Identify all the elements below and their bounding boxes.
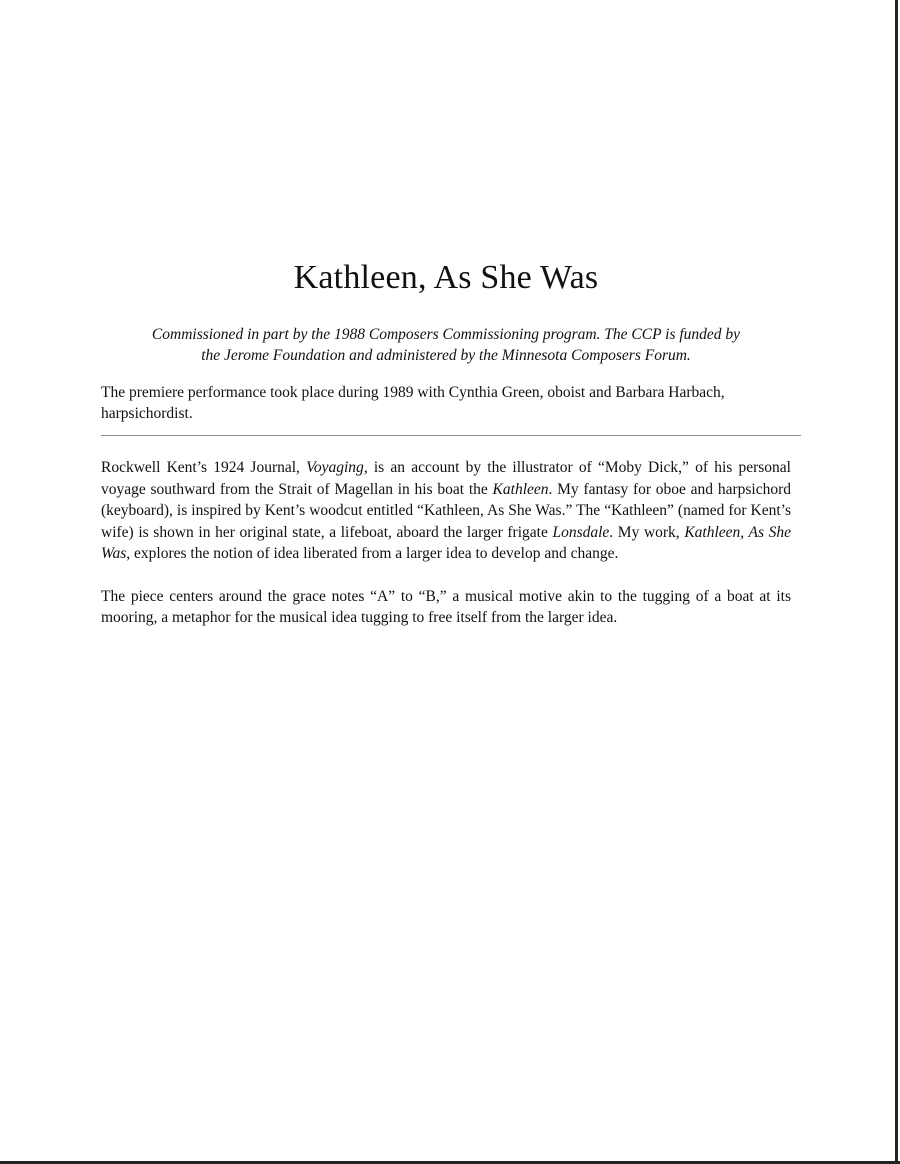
p1-text-3: . My fantasy for oboe and harpsichord (keyboard), is inspired by Kent’s woodcut entitled “Kathleen, As She Was.” The “Kathleen” (named for Kent’s wife) is shown in her original state, a lifeboat, aboard the larger frigate: [101, 480, 791, 541]
p1-text-5: , explores the notion of idea liberated from a larger idea to develop and change.: [126, 545, 619, 562]
p1-italic-kathleen: Kathleen: [492, 480, 549, 498]
p1-italic-work-title: Kathleen, As She Was: [101, 523, 791, 562]
commission-line-2: the Jerome Foundation and administered by the Minnesota Composers Forum.: [201, 347, 691, 364]
commission-note: [101, 324, 791, 366]
p1-italic-voyaging: Voyaging: [306, 459, 364, 476]
premiere-note: The premiere performance took place during 1989 with Cynthia Green, oboist and Barbara Harbach, harpsichordist.: [101, 384, 725, 422]
document-body: [101, 258, 791, 629]
program-note-paragraph-1: [101, 457, 791, 565]
p1-text-4: . My work,: [609, 523, 685, 541]
p1-italic-lonsdale: Lonsdale: [552, 523, 610, 541]
page-right-edge: [895, 0, 898, 1164]
p1-text-1: Rockwell Kent’s 1924 Journal,: [101, 459, 307, 476]
p1-text-2: , is an account by the illustrator of “Moby Dick,” of his personal voyage southward from the Strait of Magellan in his boat the: [101, 459, 791, 498]
commission-line-1: Commissioned in part by the 1988 Composers Commissioning program. The CCP is funded by: [151, 326, 741, 343]
document-title: Kathleen, As She Was: [293, 259, 599, 296]
section-divider: [101, 435, 801, 436]
program-note-paragraph-2: The piece centers around the grace notes “A” to “B,” a musical motive akin to the tugging of a boat at its mooring, a metaphor for the musical idea tugging to free itself from the larger idea.: [101, 587, 791, 626]
